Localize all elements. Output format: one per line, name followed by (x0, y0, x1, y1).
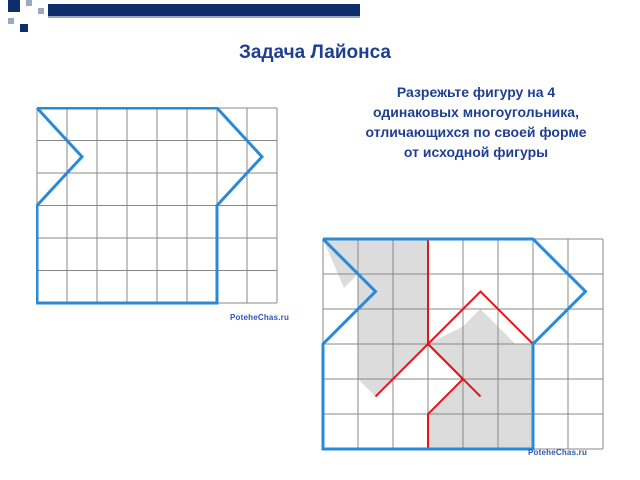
grid-lines (37, 108, 277, 303)
corner-decoration (0, 0, 360, 40)
watermark-left: PotehеChas.ru (230, 313, 290, 322)
watermark-right: PotehеChas.ru (528, 448, 588, 457)
original-figure (36, 107, 286, 307)
solution-figure (320, 236, 610, 456)
slide-title: Задача Лайонса (239, 42, 391, 63)
task-statement: Разрежьте фигуру на 4 одинаковых многоугольника, отличающихся по своей форме от исходной фигуры (365, 84, 587, 160)
